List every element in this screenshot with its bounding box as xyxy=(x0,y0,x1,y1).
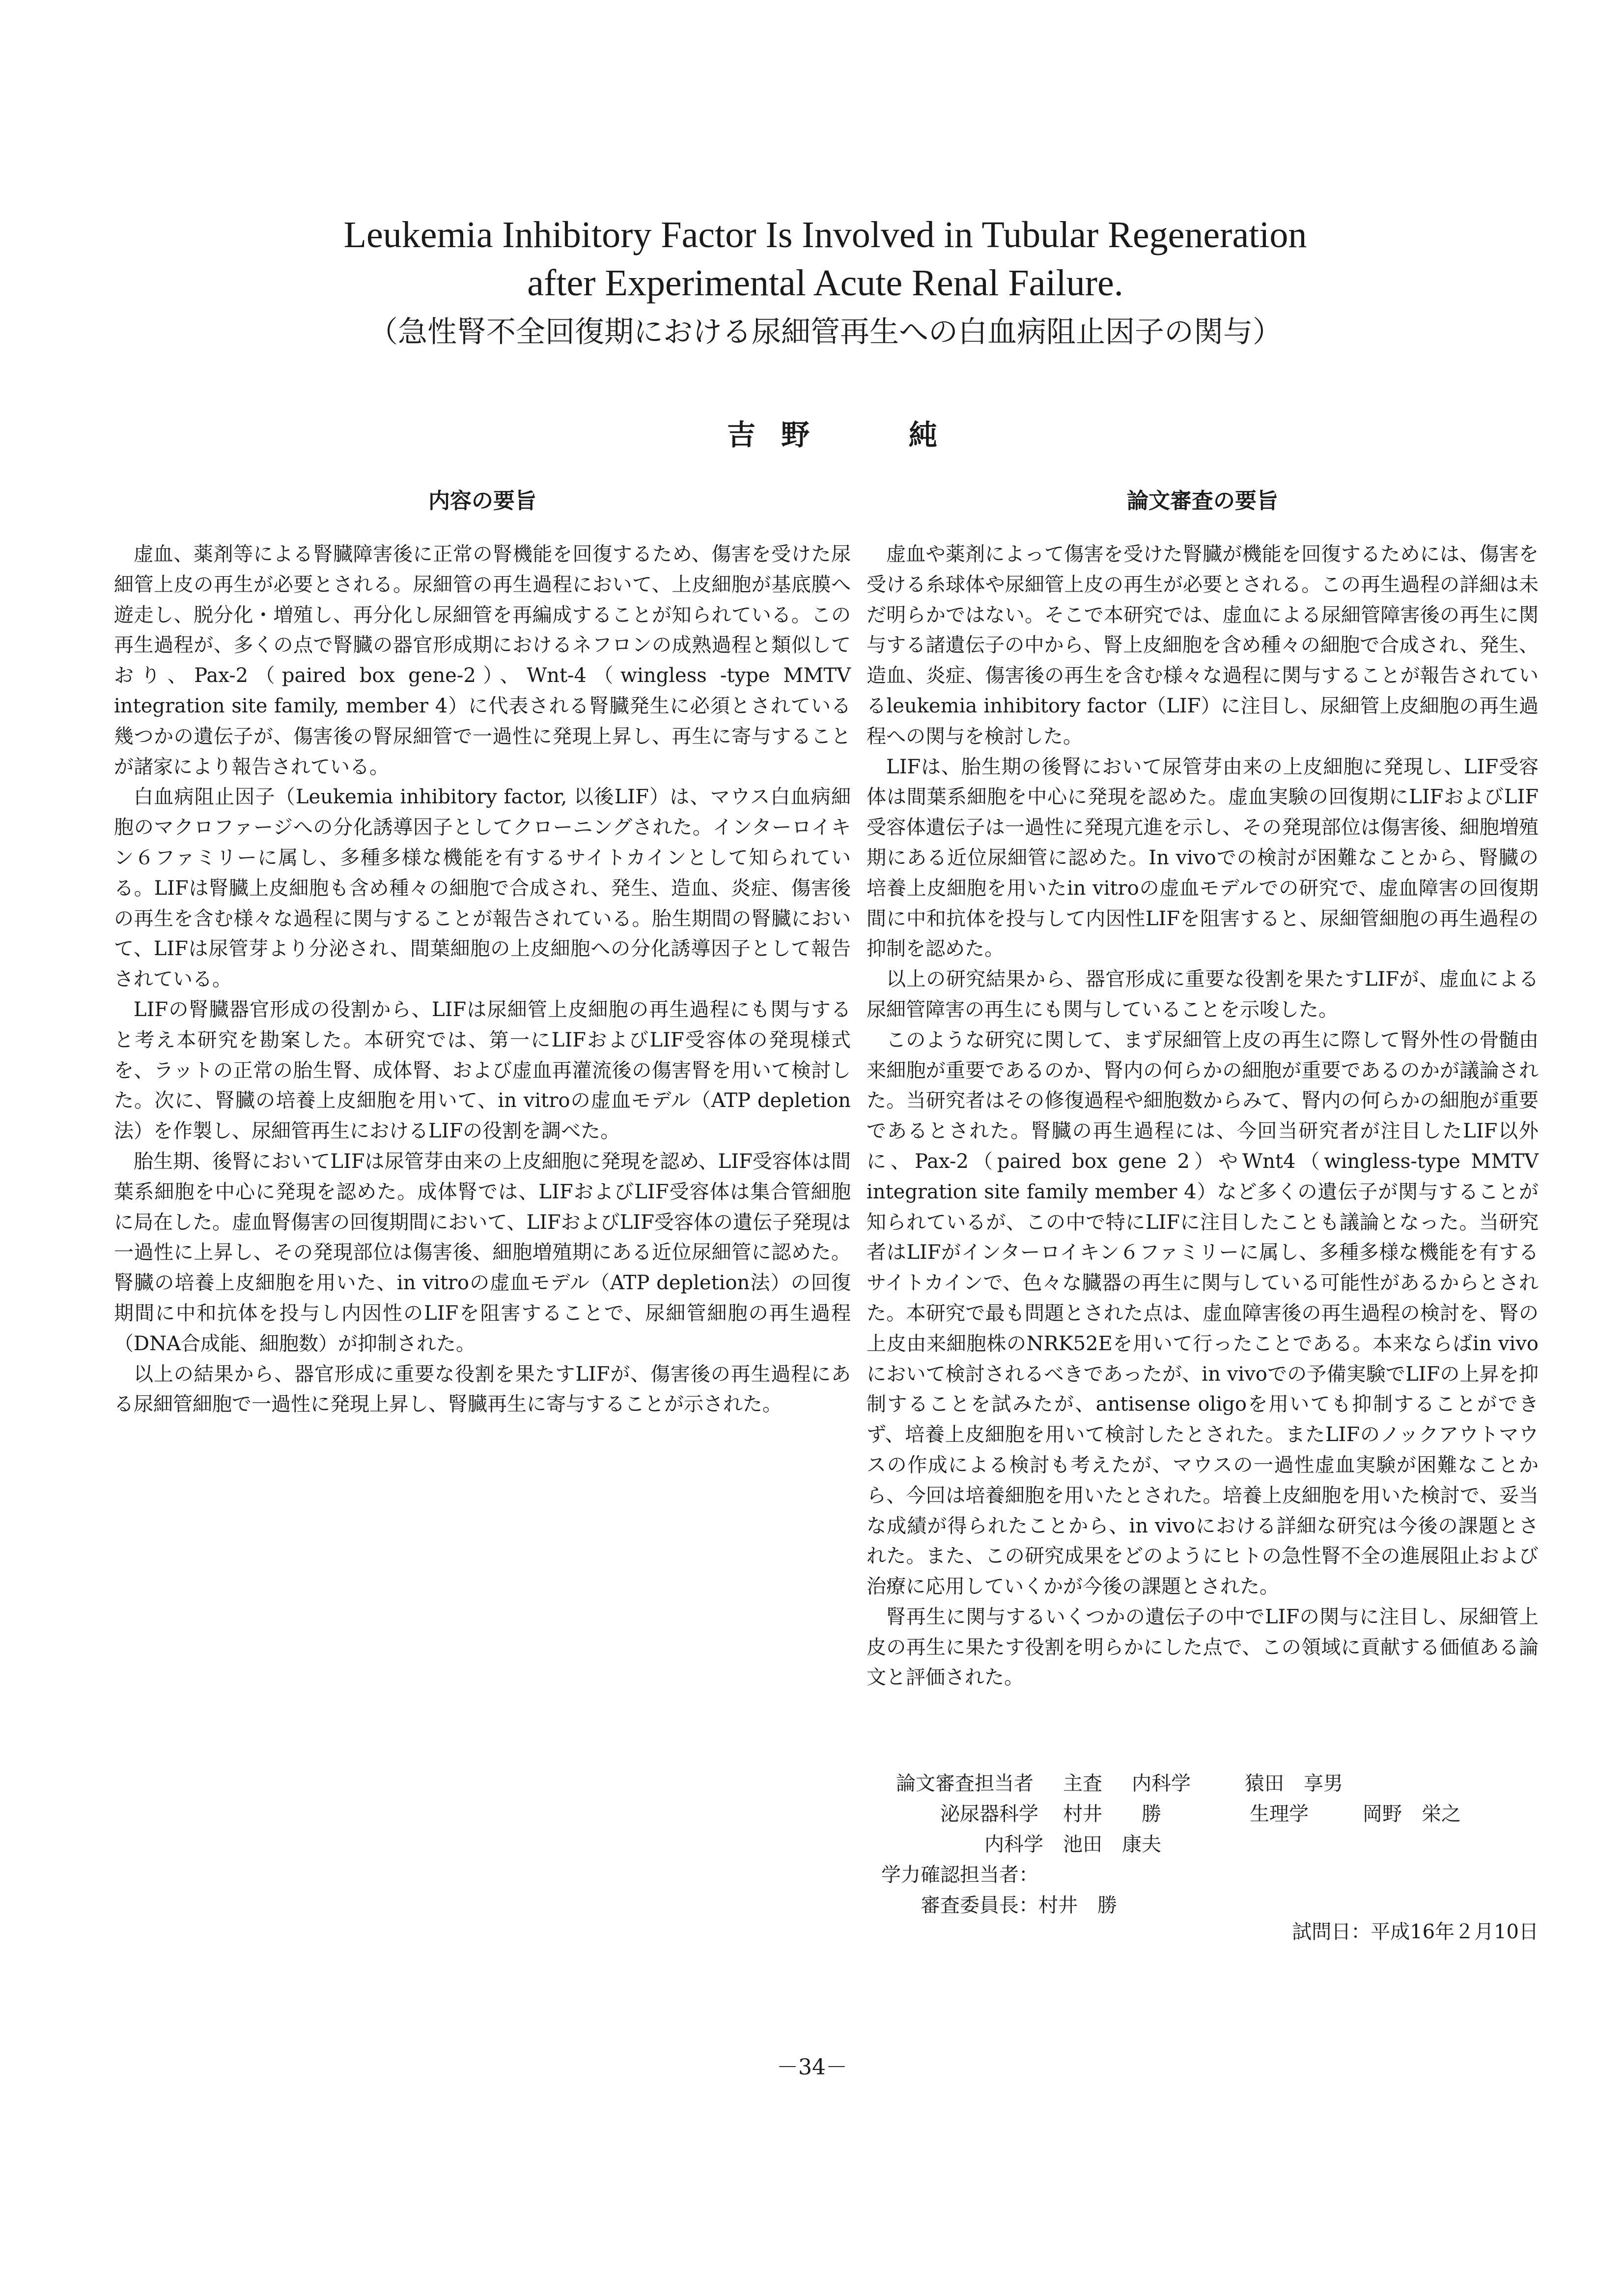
review-paragraph: LIFは、胎生期の後腎において尿管芽由来の上皮細胞に発現し、LIF受容体は間葉系細胞を中心に発現を認めた。虚血実験の回復期にLIFおよびLIF受容体遺伝子は一過性に発現亢進を示し、その発現部位は傷害後、細胞増殖期にある近位尿細管に認めた。In vivoでの検討が困難なことから、腎臓の培養上皮細胞を用いたin vitroの虚血モデルでの研究で、虚血障害の回復期間に中和抗体を投与して内因性LIFを阻害すると、尿細管細胞の再生過程の抑制を認めた。 xyxy=(867,755,1539,961)
title-line-1: Leukemia Inhibitory Factor Is Involved in Tubular Regeneration xyxy=(343,214,1307,255)
content-paragraph: 虚血、薬剤等による腎臓障害後に正常の腎機能を回復するため、傷害を受けた尿細管上皮の再生が必要とされる。尿細管の再生過程において、上皮細胞が基底膜へ遊走し、脱分化・増殖し、再分化し尿細管を再編成することが知られている。この再生過程が、多くの点で腎臓の器官形成期におけるネフロンの成熟過程と類似しており、Pax-2（paired box gene-2）、Wnt-4（wingless -type MMTV integration site family, member 4）に代表される腎臓発生に必須とされている幾つかの遺伝子が、傷害後の腎尿細管で一過性に発現上昇し、再生に寄与することが諸家により報告されている。 xyxy=(114,543,851,778)
review-paragraph: 腎再生に関与するいくつかの遺伝子の中でLIFの関与に注目し、尿細管上皮の再生に果たす役割を明らかにした点で、この領域に貢献する価値ある論文と評価された。 xyxy=(867,1605,1539,1689)
committee-chair: 審査委員長：村井 勝 xyxy=(921,1894,1117,1917)
title-line-2: after Experimental Acute Renal Failure. xyxy=(527,262,1123,304)
review-summary-heading: 論文審査の要旨 xyxy=(1127,488,1278,513)
content-paragraph: 以上の結果から、器官形成に重要な役割を果たすLIFが、傷害後の再生過程にある尿細管細胞で一過性に発現上昇し、腎臓再生に寄与することが示された。 xyxy=(114,1362,851,1416)
chief-name: 猿田 享男 xyxy=(1245,1772,1343,1795)
japanese-subtitle: （急性腎不全回復期における尿細管再生への白血病阻止因子の関与） xyxy=(368,315,1282,349)
content-summary-heading: 内容の要旨 xyxy=(428,488,536,513)
content-paragraph: 胎生期、後腎においてLIFは尿管芽由来の上皮細胞に発現を認め、LIF受容体は間葉系細胞を中心に発現を認めた。成体腎では、LIFおよびLIF受容体は集合管細胞に局在した。虚血腎傷害の回復期間において、LIFおよびLIF受容体の遺伝子発現は一過性に上昇し、その発現部位は傷害後、細胞増殖期にある近位尿細管に認めた。腎臓の培養上皮細胞を用いた、in vitroの虚血モデル（ATP depletion法）の回復期間に中和抗体を投与し内因性のLIFを阻害することで、尿細管細胞の再生過程（DNA合成能、細胞数）が抑制された。 xyxy=(114,1150,851,1355)
content-paragraph: LIFの腎臓器官形成の役割から、LIFは尿細管上皮細胞の再生過程にも関与すると考え本研究を勘案した。本研究では、第一にLIFおよびLIF受容体の発現様式を、ラットの正常の胎生腎、成体腎、および虚血再灌流後の傷害腎を用いて検討した。次に、腎臓の培養上皮細胞を用いて、in vitroの虚血モデル（ATP depletion法）を作製し、尿細管再生におけるLIFの役割を調べた。 xyxy=(114,998,851,1143)
review-summary-column xyxy=(867,539,1539,1693)
member-2-dept: 生理学 xyxy=(1250,1803,1309,1825)
member-1-name: 村井 勝 xyxy=(1063,1803,1161,1825)
content-paragraph: 白血病阻止因子（Leukemia inhibitory factor, 以後LIF）は、マウス白血病細胞のマクロファージへの分化誘導因子としてクローニングされた。インターロイキン６ファミリーに属し、多種多様な機能を有するサイトカインとして知られている。LIFは腎臓上皮細胞も含め種々の細胞で合成され、発生、造血、炎症、傷害後の再生を含む様々な過程に関与することが報告されている。胎生期間の腎臓において、LIFは尿管芽より分泌され、間葉細胞の上皮細胞への分化誘導因子として報告されている。 xyxy=(114,786,851,991)
chief-role: 主査 xyxy=(1063,1772,1102,1795)
content-summary-column xyxy=(114,539,851,1420)
chief-dept: 内科学 xyxy=(1132,1772,1191,1795)
review-paragraph: 以上の研究結果から、器官形成に重要な役割を果たすLIFが、虚血による尿細管障害の再生にも関与していることを示唆した。 xyxy=(867,968,1539,1021)
review-paragraph: このような研究に関して、まず尿細管上皮の再生に際して腎外性の骨髄由来細胞が重要であるのか、腎内の何らかの細胞が重要であるのかが議論された。当研究者はその修復過程や細胞数からみて、腎内の何らかの細胞が重要であるとされた。腎臓の再生過程には、今回当研究者が注目したLIF以外に、Pax-2（paired box gene 2）やWnt4（wingless-type MMTV integration site family member 4）など多くの遺伝子が関与することが知られているが、この中で特にLIFに注目したことも議論となった。当研究者はLIFがインターロイキン６ファミリーに属し、多種多様な機能を有するサイトカインで、色々な臓器の再生に関与している可能性があるからとされた。本研究で最も問題とされた点は、虚血障害後の再生過程の検討を、腎の上皮由来細胞株のNRK52Eを用いて行ったことである。本来ならばin vivoにおいて検討されるべきであったが、in vivoでの予備実験でLIFの上昇を抑制することを試みたが、antisense oligoを用いても抑制することができず、培養上皮細胞を用いて検討したとされた。またLIFのノックアウトマウスの作成による検討も考えたが、マウスの一過性虚血実験が困難なことから、今回は培養細胞を用いたとされた。培養上皮細胞を用いた検討で、妥当な成績が得られたことから、in vivoにおける詳細な研究は今後の課題とされた。また、この研究成果をどのようにヒトの急性腎不全の進展阻止および治療に応用していくかが今後の課題とされた。 xyxy=(867,1028,1539,1598)
academic-confirm-label: 学力確認担当者： xyxy=(881,1864,1038,1886)
author-char-1: 吉 xyxy=(727,418,756,452)
member-1-dept: 泌尿器科学 xyxy=(940,1803,1038,1825)
exam-date: 試問日：平成16年２月10日 xyxy=(1292,1921,1539,1943)
member-2-name: 岡野 栄之 xyxy=(1363,1803,1461,1825)
author-char-2: 野 xyxy=(781,418,810,452)
author-char-3: 純 xyxy=(909,418,938,452)
member-3-name: 池田 康夫 xyxy=(1063,1833,1161,1856)
page-number: －34－ xyxy=(777,2055,847,2080)
reviewer-label: 論文審査担当者 xyxy=(896,1772,1034,1795)
review-paragraph: 虚血や薬剤によって傷害を受けた腎臓が機能を回復するためには、傷害を受ける糸球体や尿細管上皮の再生が必要とされる。この再生過程の詳細は未だ明らかではない。そこで本研究では、虚血による尿細管障害後の再生に関与する諸遺伝子の中から、腎上皮細胞を含め種々の細胞で合成され、発生、造血、炎症、傷害後の再生を含む様々な過程に関与することが報告されているleukemia inhibitory factor（LIF）に注目し、尿細管上皮細胞の再生過程への関与を検討した。 xyxy=(867,543,1539,748)
member-3-dept: 内科学 xyxy=(984,1833,1043,1856)
